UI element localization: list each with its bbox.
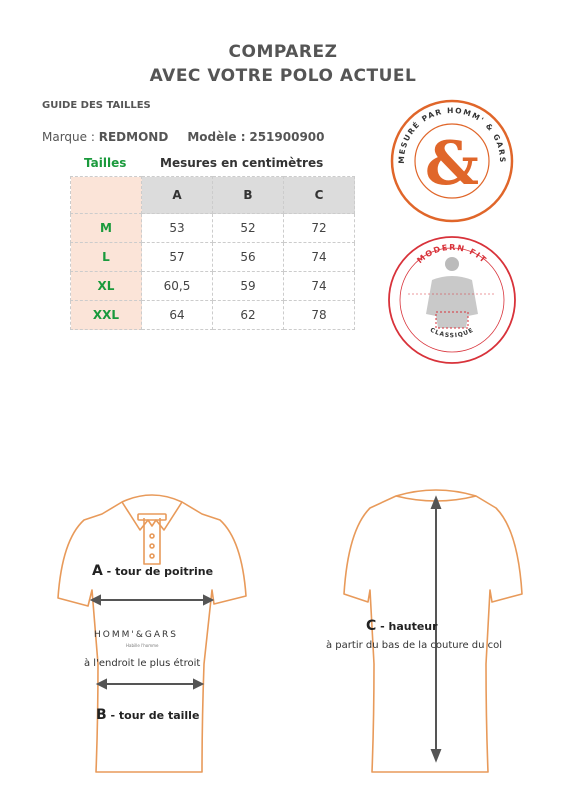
size-cell: XXL xyxy=(71,301,142,330)
label-a: A - tour de poitrine xyxy=(92,563,214,579)
fit-badge xyxy=(386,232,518,368)
brand-line xyxy=(42,130,325,144)
height-note: à partir du bas de la couture du col xyxy=(326,640,503,651)
column-header: B xyxy=(213,177,284,214)
table-row xyxy=(71,301,355,330)
value-cell: 74 xyxy=(284,243,355,272)
column-header: C xyxy=(284,177,355,214)
table-header-row xyxy=(71,177,355,214)
value-cell: 74 xyxy=(284,272,355,301)
brand-logo: HOMM'&GARS xyxy=(94,630,178,640)
sizes-header: Tailles xyxy=(84,156,127,170)
corner-cell xyxy=(71,177,142,214)
value-cell: 57 xyxy=(142,243,213,272)
marque-label: Marque : xyxy=(42,130,95,144)
label-b: B - tour de taille xyxy=(96,707,200,723)
ampersand-icon: & xyxy=(424,129,480,199)
value-cell: 52 xyxy=(213,214,284,243)
marque-value: REDMOND xyxy=(98,130,169,144)
size-cell: XL xyxy=(71,272,142,301)
page-subtitle: AVEC VOTRE POLO ACTUEL xyxy=(149,66,417,86)
torso-icon xyxy=(408,257,496,328)
table-row xyxy=(71,243,355,272)
badge-ring-text: MESURÉ PAR HOMM' & GARS xyxy=(396,105,508,164)
value-cell: 78 xyxy=(284,301,355,330)
modele-label: Modèle : xyxy=(187,130,246,144)
value-cell: 64 xyxy=(142,301,213,330)
narrow-note: à l'endroit le plus étroit xyxy=(84,658,201,669)
size-cell: M xyxy=(71,214,142,243)
value-cell: 56 xyxy=(213,243,284,272)
measure-b-arrow xyxy=(98,680,202,688)
brand-logo-subtitle: Habille l'homme xyxy=(126,643,159,648)
svg-text:CLASSIQUE xyxy=(429,327,475,340)
table-row xyxy=(71,214,355,243)
value-cell: 62 xyxy=(213,301,284,330)
page-title: COMPAREZ xyxy=(228,42,338,62)
value-cell: 53 xyxy=(142,214,213,243)
measures-header: Mesures en centimètres xyxy=(160,156,324,170)
fit-badge-bottom-text: CLASSIQUE xyxy=(428,326,476,340)
fit-badge-top-text: MODERN FIT xyxy=(415,242,489,266)
value-cell: 59 xyxy=(213,272,284,301)
value-cell: 60,5 xyxy=(142,272,213,301)
measured-badge xyxy=(386,98,518,224)
size-table xyxy=(70,176,355,330)
modele-value: 251900900 xyxy=(249,130,325,144)
guide-label: GUIDE DES TAILLES xyxy=(42,100,151,111)
measure-a-arrow xyxy=(92,596,212,604)
label-c: C - hauteur xyxy=(366,618,438,634)
size-cell: L xyxy=(71,243,142,272)
column-header: A xyxy=(142,177,213,214)
table-row xyxy=(71,272,355,301)
value-cell: 72 xyxy=(284,214,355,243)
